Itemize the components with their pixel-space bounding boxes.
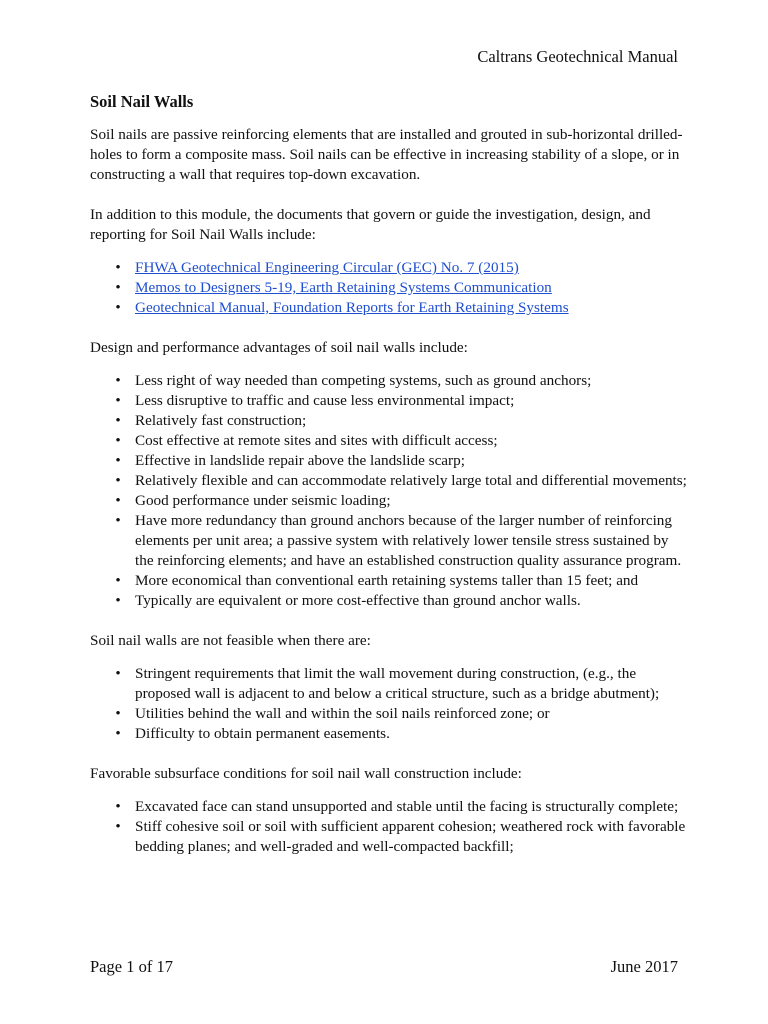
list-item <box>90 724 690 744</box>
section-title: Soil Nail Walls <box>90 92 194 111</box>
list-item-text: Difficulty to obtain permanent easements. <box>135 725 390 742</box>
list-item <box>90 511 690 571</box>
list-item <box>90 797 690 817</box>
bullet-icon: • <box>115 472 121 489</box>
list-item <box>90 451 690 471</box>
list-item <box>90 817 690 857</box>
list-item <box>90 664 690 704</box>
list-item <box>90 391 690 411</box>
bullet-icon: • <box>115 452 121 469</box>
bullet-icon: • <box>115 512 121 529</box>
documents-list <box>90 258 690 318</box>
list-item-text: Effective in landslide repair above the landslide scarp; <box>135 452 465 469</box>
list-item <box>90 411 690 431</box>
bullet-icon: • <box>115 279 121 296</box>
bullet-icon: • <box>115 392 121 409</box>
advantages-list <box>90 371 690 611</box>
bullet-icon: • <box>115 665 121 682</box>
bullet-icon: • <box>115 798 121 815</box>
list-item <box>90 571 690 591</box>
list-item-text: Relatively fast construction; <box>135 412 307 429</box>
list-item <box>90 591 690 611</box>
bullet-icon: • <box>115 299 121 316</box>
page-number: Page 1 of 17 <box>90 957 173 976</box>
page-content <box>90 92 690 857</box>
list-item <box>90 491 690 511</box>
list-item-text: Typically are equivalent or more cost-effective than ground anchor walls. <box>135 592 581 609</box>
list-item-text: Less right of way needed than competing systems, such as ground anchors; <box>135 372 592 389</box>
favorable-list <box>90 797 690 857</box>
list-item-text: Excavated face can stand unsupported and stable until the facing is structurally complete; <box>135 798 679 815</box>
list-item-text: Stiff cohesive soil or soil with sufficient apparent cohesion; weathered rock with favorable bedding planes; and well-graded and well-compacted backfill; <box>135 818 686 855</box>
advantages-intro-paragraph: Design and performance advantages of soil nail walls include: <box>90 339 468 356</box>
list-item <box>90 258 690 278</box>
not-feasible-intro-paragraph: Soil nail walls are not feasible when there are: <box>90 632 371 649</box>
list-item-text: More economical than conventional earth retaining systems taller than 15 feet; and <box>135 572 639 589</box>
list-item-text: Utilities behind the wall and within the soil nails reinforced zone; or <box>135 705 550 722</box>
favorable-intro-paragraph: Favorable subsurface conditions for soil nail wall construction include: <box>90 765 522 782</box>
list-item-text: Relatively flexible and can accommodate relatively large total and differential movements; <box>135 472 687 489</box>
bullet-icon: • <box>115 259 121 276</box>
list-item-text: Good performance under seismic loading; <box>135 492 391 509</box>
running-header: Caltrans Geotechnical Manual <box>477 47 678 66</box>
list-item <box>90 704 690 724</box>
list-item-text: Have more redundancy than ground anchors because of the larger number of reinforcing elements per unit area; a passive system with relatively lower tensile stress sustained by the reinforcing elements; and have an established construction quality assurance program. <box>135 512 682 569</box>
bullet-icon: • <box>115 705 121 722</box>
bullet-icon: • <box>115 725 121 742</box>
list-item <box>90 298 690 318</box>
foundation-reports-link[interactable]: Geotechnical Manual, Foundation Reports for Earth Retaining Systems <box>135 299 569 316</box>
bullet-icon: • <box>115 818 121 835</box>
memo-5-19-link[interactable]: Memos to Designers 5-19, Earth Retaining Systems Communication <box>135 279 552 296</box>
gec-7-link[interactable]: FHWA Geotechnical Engineering Circular (GEC) No. 7 (2015) <box>135 259 519 276</box>
bullet-icon: • <box>115 432 121 449</box>
list-item <box>90 431 690 451</box>
bullet-icon: • <box>115 492 121 509</box>
list-item <box>90 278 690 298</box>
documents-intro-paragraph: In addition to this module, the documents that govern or guide the investigation, design, and reporting for Soil Nail Walls include: <box>90 206 651 243</box>
list-item <box>90 371 690 391</box>
list-item-text: Cost effective at remote sites and sites with difficult access; <box>135 432 498 449</box>
bullet-icon: • <box>115 572 121 589</box>
not-feasible-list <box>90 664 690 744</box>
bullet-icon: • <box>115 412 121 429</box>
footer-date: June 2017 <box>610 957 678 976</box>
list-item <box>90 471 690 491</box>
list-item-text: Less disruptive to traffic and cause less environmental impact; <box>135 392 515 409</box>
intro-paragraph: Soil nails are passive reinforcing elements that are installed and grouted in sub-horizontal drilled-holes to form a composite mass. Soil nails can be effective in increasing stability of a slope, or in constructing a wall that requires top-down excavation. <box>90 126 683 183</box>
bullet-icon: • <box>115 372 121 389</box>
list-item-text: Stringent requirements that limit the wall movement during construction, (e.g., the proposed wall is adjacent to and below a critical structure, such as a bridge abutment); <box>135 665 660 702</box>
bullet-icon: • <box>115 592 121 609</box>
